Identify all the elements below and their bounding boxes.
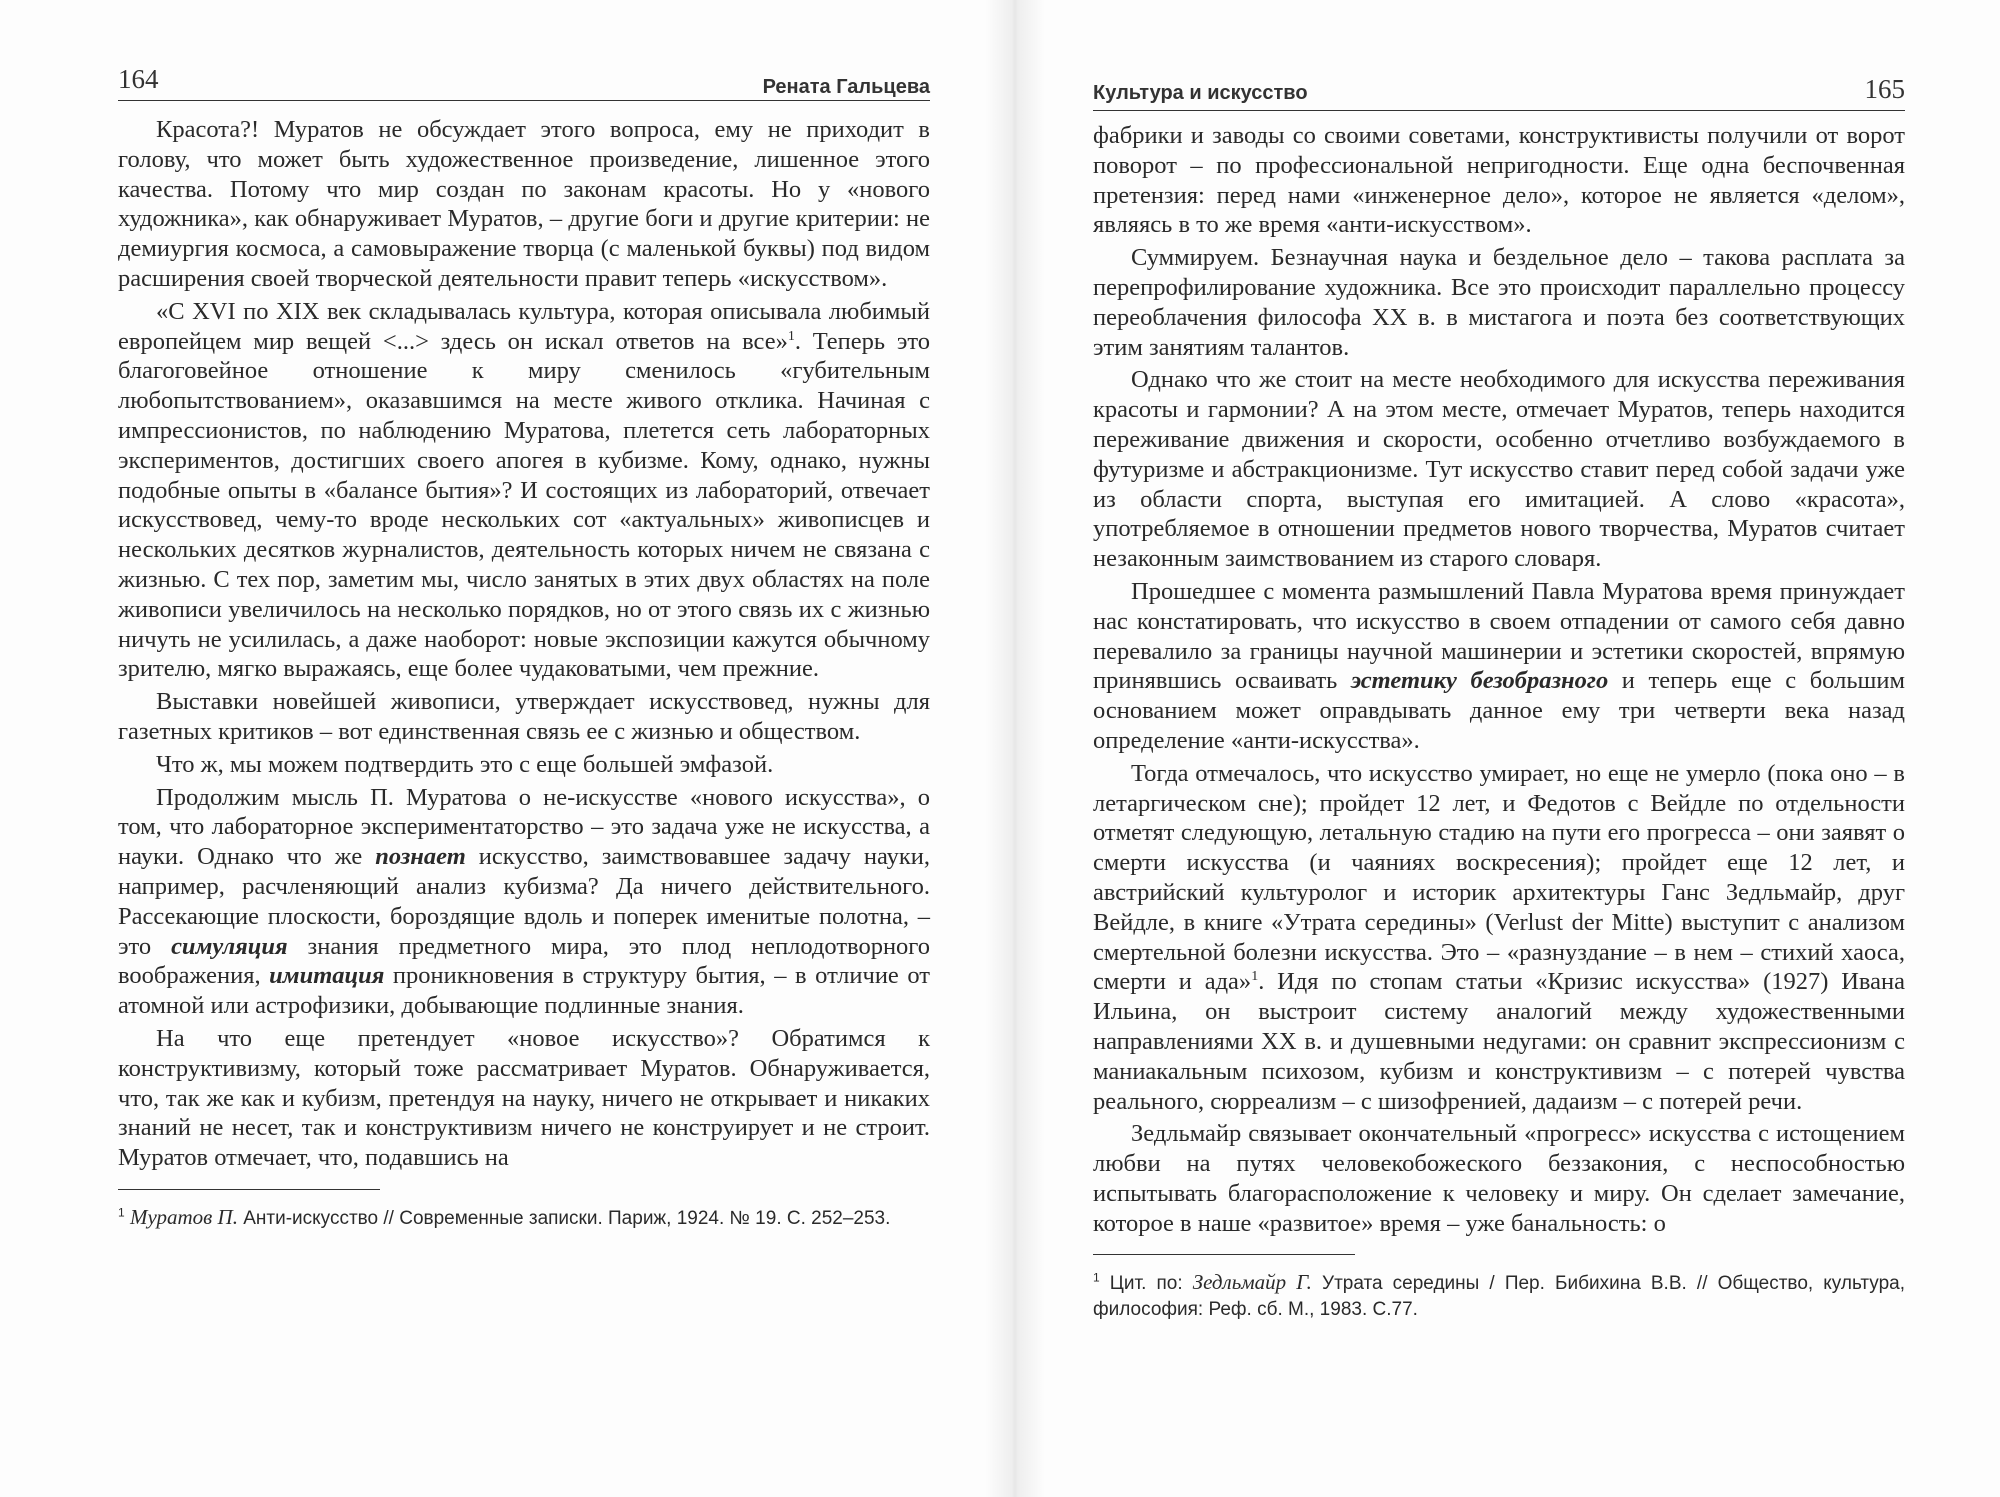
footnote-text: Утрата середины / Пер. Бибихина В.В. // Общество, культура, философия: Реф. сб. М., 1983. С.77. — [1093, 1273, 1906, 1321]
paragraph — [1093, 243, 1905, 362]
right-running-head: Культура и искусство — [1093, 82, 1308, 104]
paragraph-text: Суммируем. Безнаучная наука и бездельное дело – такова расплата за перепрофилирование художника. Все это происходит параллельно процессу переоблачения философа XX в. в мистагога и поэта без соответствующих этим занятиям талантов. — [1093, 244, 1905, 361]
left-footnote — [118, 1204, 930, 1232]
paragraph-text: Однако что же стоит на месте необходимого для искусства переживания красоты и гармонии? А на этом месте, отмечает Муратов, теперь находится переживание движения и скорости, особенно отчетливо возбуждаемого в футуризме и абстракционизме. Тут искусство ставит перед собой задачи уже из области спорта, выступая его имитацией. А слово «красота», употребляемое в отношении предметов нового творчества, Муратов считает незаконным заимствованием из старого словаря. — [1093, 366, 1905, 573]
right-page — [1093, 0, 1905, 1323]
paragraph-text: и теперь еще с большим основанием может оправдывать данное ему три четверти века назад определение «анти-искусства». — [1093, 667, 1905, 754]
paragraph-text: Выставки новейшей живописи, утверждает искусствовед, нужны для газетных критиков – вот единственная связь ее с жизнью и обществом. — [118, 688, 930, 745]
paragraph — [118, 783, 930, 1021]
paragraph-text: Тогда отмечалось, что искусство умирает, но еще не умерло (пока оно – в летаргическом сне); пройдет 12 лет, и Федотов с Вейдле по отдельности отметят следующую, летальную стадию на пути его прогресса – они заявят о смерти искусства (и чаяниях воскресения); пройдет еще 12 лет, и австрийский культуролог и историк архитектуры Ганс Зедльмайр, друг Вейдле, в книге «Утрата середины» (Verlust der Mitte) выступит с анализом смертельной болезни искусства. Это – «разнуздание – в нем – стихий хаоса, смерти и ада» — [1093, 759, 1905, 996]
footnote-author: Муратов П. — [129, 1204, 238, 1229]
paragraph-text: фабрики и заводы со своими советами, конструктивисты получили от ворот поворот – по профессиональной непригодности. Еще одна беспочвенная претензия: перед нами «инженерное дело», которое не является «делом», являясь в то же время «анти-искусством». — [1093, 122, 1905, 239]
left-page — [118, 0, 930, 1232]
left-footnote-rule — [118, 1189, 380, 1190]
left-running-head: Рената Гальцева — [762, 76, 930, 98]
paragraph — [118, 297, 930, 684]
right-page-header — [1093, 0, 1905, 111]
paragraph-text: . Идя по стопам статьи «Кризис искусства» (1927) Ивана Ильина, он выстроит систему аналогий между художественными направлениями XX в. и душевными недугами: он сравнит экспрессионизм с маниакальным психозом, кубизм и конструктивизм – с потерей чувства реального, сюрреализм – с шизофренией, дадаизм – с потерей речи. — [1093, 968, 1905, 1115]
footnote-author: Зедльмайр Г. — [1192, 1270, 1312, 1295]
paragraph-text: . Теперь это благоговейное отношение к миру сменилось «губительным любопытствованием», оказавшимся на месте живого отклика. Начиная с импрессионистов, по наблюдению Муратова, плетется сеть лабораторных экспериментов, достигших своего апогея в кубизме. Кому, однако, нужны подобные опыты в «балансе бытия»? И состоящих из лабораторий, отвечает искусствовед, чему-то вроде нескольких сот «актуальных» живописцев и нескольких десятков журналистов, деятельность которых ничем не связана с жизнью. С тех пор, заметим мы, число занятых в этих двух областях на поле живописи увеличилось на несколько порядков, но от этого связь их с жизнью ничуть не усилилась, а даже наоборот: новые экспозиции кажутся обычному зрителю, мягко выражаясь, еще более чудаковатыми, чем прежние. — [118, 327, 930, 683]
paragraph-text: На что еще претендует «новое искусство»? Обратимся к конструктивизму, который тоже рассматривает Муратов. Обнаруживается, что, так же как и кубизм, претендуя на науку, ничего не открывает и никаких знаний не несет, так и конструктивизм ничего не конструирует и не строит. Муратов отмечает, что, подавшись на — [118, 1024, 930, 1172]
paragraph — [1093, 577, 1905, 756]
paragraph-text: проникновения в структуру бытия, – в отличие от атомной или астрофизики, добывающие подлинные знания. — [118, 962, 930, 1020]
paragraph-text: Прошедшее с момента размышлений Павла Муратова время принуждает нас констатировать, что искусство в своем отпадении от самого себя давно перевалило за границы научной машинерии и эстетики скоростей, впрямую принявшись осваивать — [1093, 577, 1905, 695]
left-page-header — [118, 0, 930, 101]
paragraph — [118, 687, 930, 747]
emphasis-text: симуляция — [171, 932, 288, 960]
paragraph-text: Красота?! Муратов не обсуждает этого вопроса, ему не приходит в голову, что может быть художественное произведение, лишенное этого качества. Потому что мир создан по законам красоты. Но у «нового художника», как обнаруживает Муратов, – другие боги и другие критерии: не демиургия космоса, а самовыражение творца (с маленькой буквы) под видом расширения своей творческой деятельности правит теперь «искусством». — [118, 116, 930, 292]
paragraph — [1093, 121, 1905, 240]
paragraph-text: Продолжим мысль П. Муратова о не-искусстве «нового искусства», о том, что лабораторное экспериментаторство – это задача уже не искусства, а науки. Однако что же — [118, 783, 930, 871]
left-page-body — [118, 115, 930, 1173]
emphasis-text: имитация — [269, 962, 385, 990]
emphasis-text: познает — [375, 843, 466, 871]
footnote-ref: 1 — [787, 328, 795, 344]
left-page-number: 164 — [118, 64, 159, 94]
right-page-number: 165 — [1864, 74, 1905, 104]
footnote-prefix: Цит. по: — [1099, 1273, 1193, 1295]
footnote-text: Анти-искусство // Современные записки. Париж, 1924. № 19. С. 252–253. — [237, 1207, 891, 1229]
paragraph — [118, 1024, 930, 1173]
footnote-mark: 1 — [118, 1205, 125, 1220]
paragraph-text: «С XVI по XIX век складывалась культура, которая описывала любимый европейцем мир вещей <...> здесь он искал ответов на все» — [118, 297, 930, 355]
book-gutter — [985, 0, 1045, 1497]
paragraph-text: искусство, заимствовавшее задачу науки, например, расчленяющий анализ кубизма? Да ничего действительного. Рассекающие плоскости, бороздящие вдоль и поперек именитые полотна, – это — [118, 843, 930, 960]
emphasis-text: эстетику безобразного — [1350, 667, 1609, 695]
paragraph-text: знания предметного мира, это плод неплодотворного воображения, — [118, 932, 930, 990]
paragraph-text: Что ж, мы можем подтвердить это с еще большей эмфазой. — [156, 750, 774, 778]
paragraph — [118, 115, 930, 294]
right-footnote-rule — [1093, 1254, 1355, 1255]
paragraph — [1093, 365, 1905, 574]
right-footnote — [1093, 1269, 1905, 1323]
footnote-mark: 1 — [1093, 1271, 1100, 1286]
right-page-body — [1093, 121, 1905, 1238]
paragraph — [1093, 1119, 1905, 1238]
paragraph-text: Зедльмайр связывает окончательный «прогресс» искусства с истощением любви на путях человекобожеского беззакония, с неспособностью испытывать благорасположение к человеку и миру. Он сделает замечание, которое в наше «развитое» время – уже банальность: о — [1093, 1120, 1905, 1237]
paragraph — [1093, 759, 1905, 1117]
paragraph — [118, 750, 930, 780]
footnote-ref: 1 — [1251, 969, 1259, 985]
